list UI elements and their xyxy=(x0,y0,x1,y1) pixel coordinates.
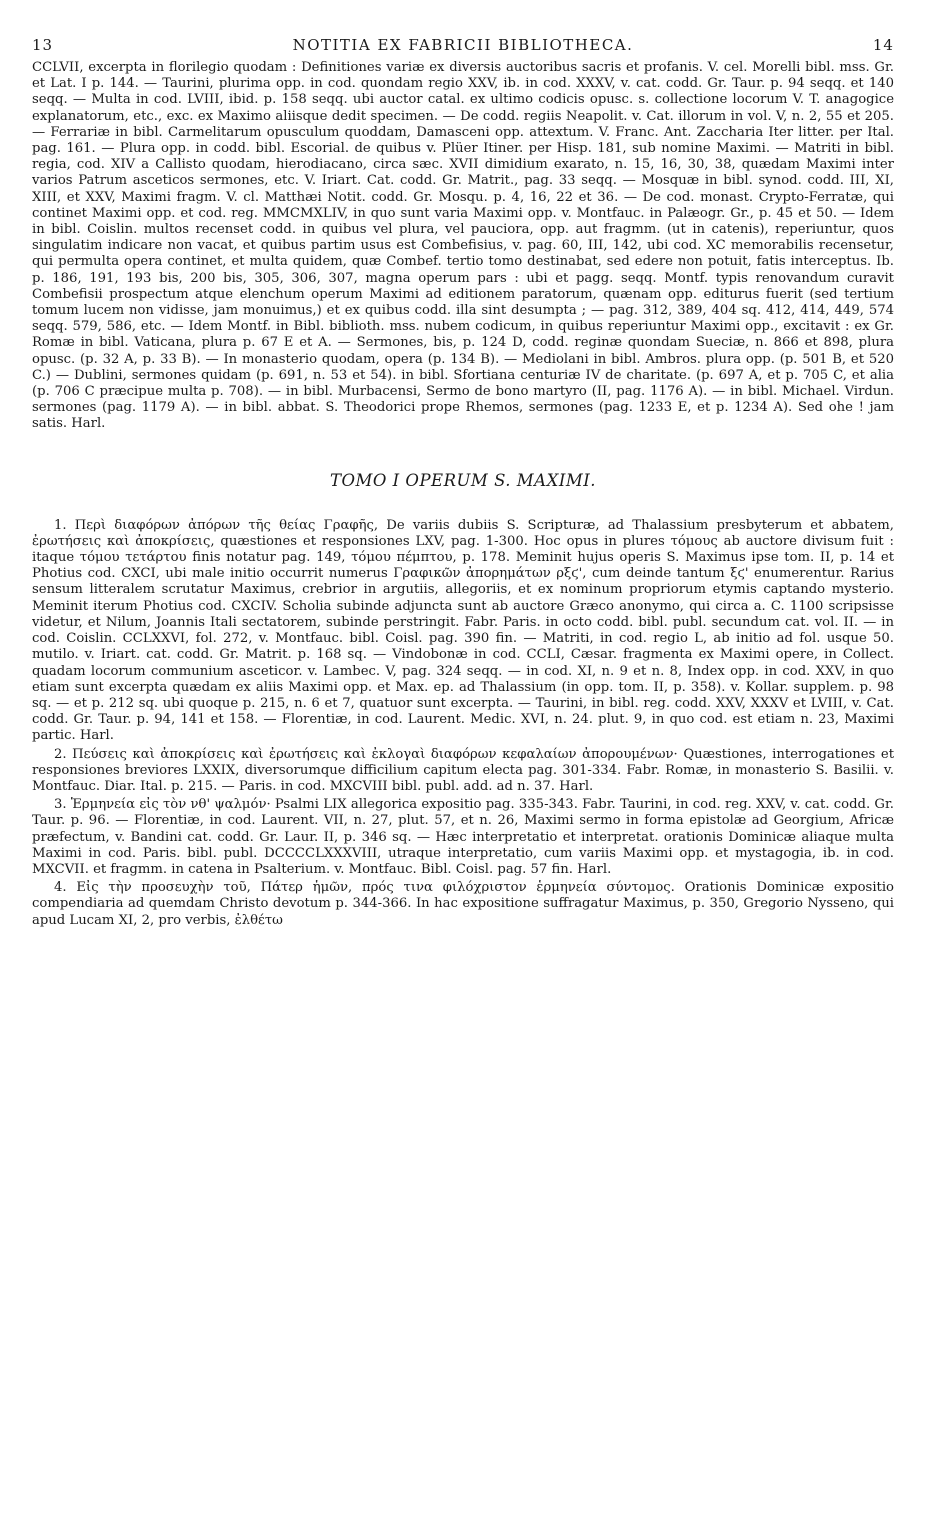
item-2: 2. Πεύσεις καὶ ἀποκρίσεις καὶ ἐρωτήσεις καὶ ἐκλογαὶ διαφόρων κεφαλαίων ἀπορουμένων· Quæstiones, interrogationes et responsiones breviores LXXIX, diversorumque difficilium capitum electa pag. 301-334. Fabr. Romæ, in monasterio S. Basilii. v. Montfauc. Diar. Ital. p. 215. — Paris. in cod. MXCVIII bibl. publ. add. ad n. 37. Harl. xyxy=(32,746,894,794)
running-header xyxy=(32,36,894,54)
section-title: TOMO I OPERUM S. MAXIMI. xyxy=(329,470,597,490)
lead-paragraph: CCLVII, excerpta in florilegio quodam : Definitiones variæ ex diversis auctoribus sacris et profanis. V. cel. Morelli bibl. mss. Gr. et Lat. I p. 144. — Taurini, plurima opp. in cod. quondam regio XXV, ib. in cod. XXXV, v. cat. codd. Gr. Taur. p. 94 seqq. et 140 seqq. — Multa in cod. LVIII, ibid. p. 158 seqq. ubi auctor catal. ex ultimo codicis opusc. s. collectione locorum V. T. anagogice explanatorum, etc., exc. ex Maximo aliisque dedit specimen. — De codd. regiis Neapolit. v. Cat. illorum in vol. V, n. 2, 55 et 205. — Ferrariæ in bibl. Carmelitarum opusculum quoddam, Damasceni opp. attextum. V. Franc. Ant. Zaccharia Iter litter. per Ital. pag. 161. — Plura opp. in codd. bibl. Escorial. de quibus v. Plüer Itiner. per Hisp. 181, sub nomine Maximi. — Matriti in bibl. regia, cod. XIV a Callisto quodam, hierodiacano, circa sæc. XVII dimidium exarato, n. 15, 16, 30, 38, quædam Maximi inter varios Patrum asceticos sermones, etc. V. Iriart. Cat. codd. Gr. Matrit., pag. 33 seqq. — Mosquæ in bibl. synod. codd. III, XI, XIII, et XXV, Maximi fragm. V. cl. Matthæi Notit. codd. Gr. Mosqu. p. 4, 16, 22 et 36. — De cod. monast. Crypto-Ferratæ, qui continet Maximi opp. et cod. reg. MMCMXLIV, in quo sunt varia Maximi opp. v. Montfauc. in Palæogr. Gr., p. 45 et 50. — Idem in bibl. Coislin. multos recenset codd. in quibus vel plura, vel pauciora, opp. aut fragmm. (ut in catenis), reperiuntur, quos singulatim indicare non vacat, et quibus partim usus est Combefisius, v. pag. 60, III, 142, ubi cod. XC memorabilis recensetur, qui permulta opera continet, et multa quidem, quæ Combef. tertio tomo destinabat, sed edere non potuit, fatis interceptus. Ib. p. 186, 191, 193 bis, 200 bis, 305, 306, 307, magna operum pars : ubi et pagg. seqq. Montf. typis renovandum curavit Combefisii prospectum atque elenchum operum Maximi ad editionem paratorum, quænam opp. editurus fuerit (sed tertium tomum lucem non vidisse, jam monuimus,) et ex quibus codd. illa sint desumpta ; — pag. 312, 389, 404 sq. 412, 414, 449, 574 seqq. 579, 586, etc. — Idem Montf. in Bibl. biblioth. mss. nubem codicum, in quibus reperiuntur Maximi opp., excitavit : ex Gr. Romæ in bibl. Vaticana, plura p. 67 E et A. — Sermones, bis, p. 124 D, codd. reginæ quondam Sueciæ, n. 866 et 898, plura opusc. (p. 32 A, p. 33 B). — In monasterio quodam, opera (p. 134 B). — Mediolani in bibl. Ambros. plura opp. (p. 501 B, et 520 C.) — Dublini, sermones quidam (p. 691, n. 53 et 54). in bibl. Sfortiana centuriæ IV de charitate. (p. 697 A, et p. 705 C, et alia (p. 706 C præcipue multa p. 708). — in bibl. Murbacensi, Sermo de bono martyro (II, pag. 1176 A). — in bibl. Michael. Virdun. sermones (pag. 1179 A). — in bibl. abbat. S. Theodorici prope Rhemos, sermones (pag. 1233 E, et p. 1234 A). Sed ohe ! jam satis. Harl. xyxy=(32,60,894,432)
item-4: 4. Εἰς τὴν προσευχὴν τοῦ, Πάτερ ἡμῶν, πρός τινα φιλόχριστον ἑρμηνεία σύντομος. Orationis Dominicæ expositio compendiaria ad quemdam Christo devotum p. 344-366. In hac expositione suffragatur Maximus, p. 350, Gregorio Nysseno, qui apud Lucam XI, 2, pro verbis, ἐλθέτω xyxy=(32,880,894,928)
running-title: NOTITIA EX FABRICII BIBLIOTHECA. xyxy=(292,36,634,54)
document-page xyxy=(32,36,894,1530)
page-number-right: 14 xyxy=(872,36,894,54)
item-3: 3. Ἑρμηνεία εἰς τὸν νθ' ψαλμόν· Psalmi LIX allegorica expositio pag. 335-343. Fabr. Taurini, in cod. reg. XXV, v. cat. codd. Gr. Taur. p. 96. — Florentiæ, in cod. Laurent. VII, n. 27, plut. 57, et n. 26, Maximi sermo in forma epistolæ ad Georgium, Africæ præfectum, v. Bandini cat. codd. Gr. Laur. II, p. 346 sq. — Hæc interpretatio et interpretat. orationis Dominicæ aliaque multa Maximi in cod. Paris. bibl. publ. DCCCCLXXXVIII, utraque interpretatio, cum variis Maximi opp. et mystagogia, ib. in cod. MXCVII. et fragmm. in catena in Psalterium. v. Montfauc. Bibl. Coisl. pag. 57 fin. Harl. xyxy=(32,797,894,877)
page-number-left: 13 xyxy=(32,36,54,54)
item-1: 1. Περὶ διαφόρων ἀπόρων τῆς θείας Γραφῆς, De variis dubiis S. Scripturæ, ad Thalassium presbyterum et abbatem, ἐρωτήσεις καὶ ἀποκρίσεις, quæstiones et responsiones LXV, pag. 1-300. Hoc opus in plures τόμους ab auctore divisum fuit : itaque τόμου τετάρτου finis notatur pag. 149, τόμου πέμπτου, p. 178. Meminit hujus operis S. Maximus ipse tom. II, p. 14 et Photius cod. CXCI, ubi male initio occurrit numerus Γραφικῶν ἀπορημάτων ρξϛ', cum deinde tantum ξϛ' enumerentur. Rarius sensum litteralem scrutatur Maximus, crebrior in argutiis, allegoriis, et ex nominum propriorum etymis captando mysterio. Meminit iterum Photius cod. CXCIV. Scholia subinde adjuncta sunt ab auctore Græco anonymo, qui circa a. C. 1100 scripsisse videtur, et Nilum, Joannis Itali sectatorem, subinde perstringit. Fabr. Paris. in octo codd. bibl. publ. secundum cat. vol. II. — in cod. Coislin. CCLXXVI, fol. 272, v. Montfauc. bibl. Coisl. pag. 390 fin. — Matriti, in cod. regio L, ab initio ad fol. usque 50. mutilo. v. Iriart. cat. codd. Gr. Matrit. p. 168 sq. — Vindobonæ in cod. CCLI, Cæsar. fragmenta ex Maximi opere, in Collect. quadam locorum communium asceticor. v. Lambec. V, pag. 324 seqq. — in cod. XI, n. 9 et n. 8, Index opp. in cod. XXV, in quo etiam sunt excerpta quædam ex aliis Maximi opp. et Max. ep. ad Thalassium (in opp. tom. II, p. 358). v. Kollar. supplem. p. 98 sq. — et p. 212 sq. ubi quoque p. 215, n. 6 et 7, quatuor sunt excerpta. — Taurini, in bibl. reg. codd. XXV, XXXV et LVIII, v. Cat. codd. Gr. Taur. p. 94, 141 et 158. — Florentiæ, in cod. Laurent. Medic. XVI, n. 24. plut. 9, in quo cod. est etiam n. 23, Maximi partic. Harl. xyxy=(32,517,894,744)
